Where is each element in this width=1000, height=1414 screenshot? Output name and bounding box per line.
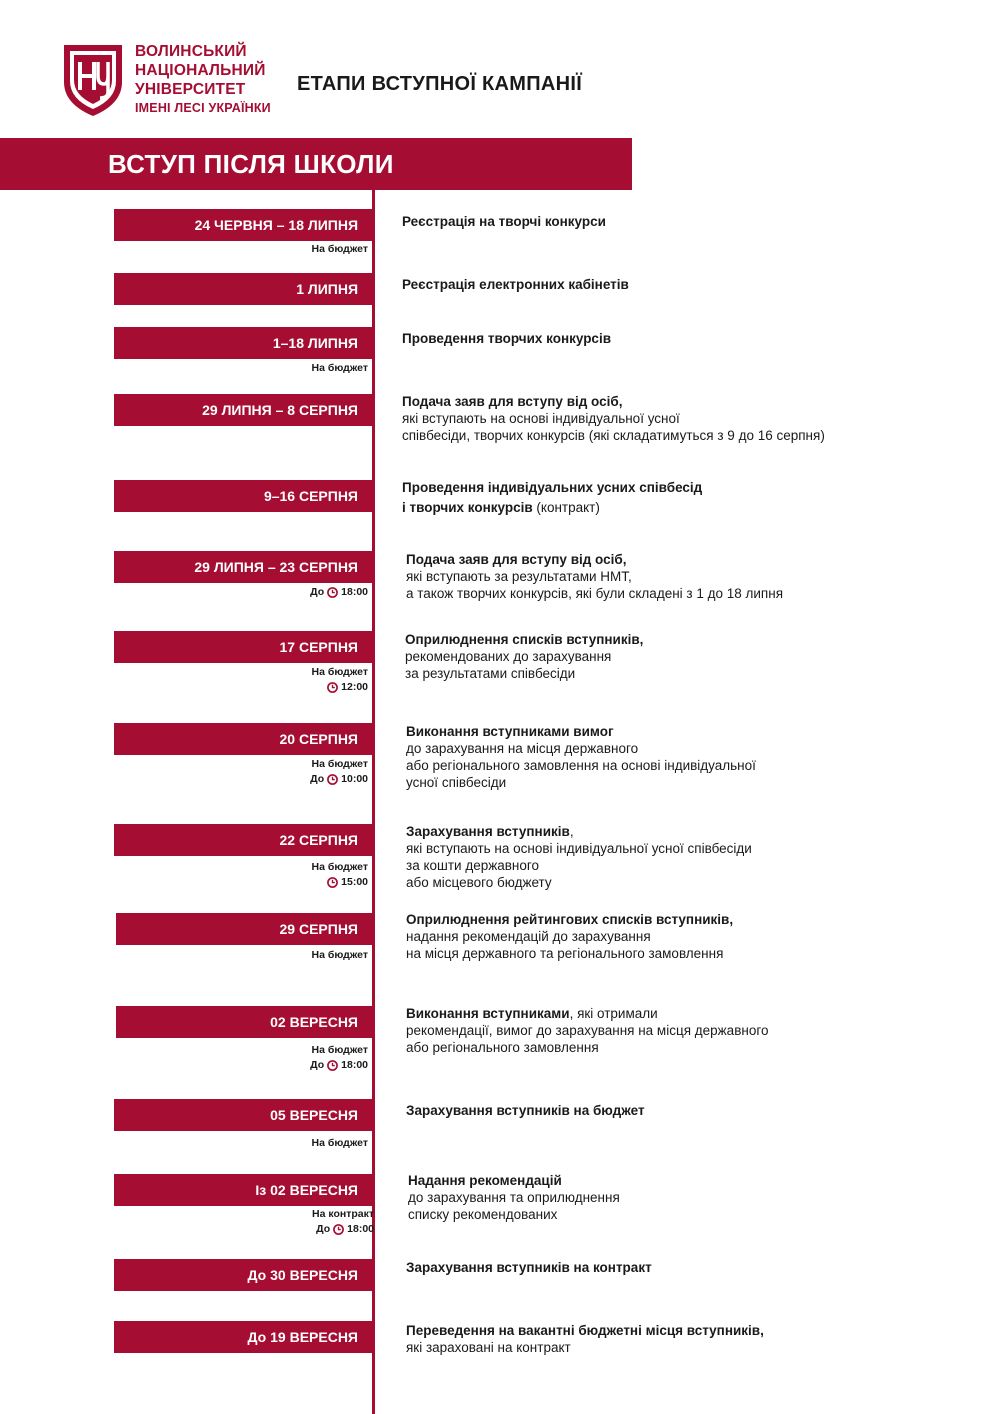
stage-title: Подача заяв для вступу від осіб,	[406, 552, 627, 567]
stage-detail: усної співбесіди	[406, 775, 507, 790]
stage-description	[406, 551, 996, 602]
deadline-time: 18:00	[341, 1059, 368, 1071]
page-title: ЕТАПИ ВСТУПНОЇ КАМПАНІЇ	[297, 73, 583, 95]
stage-date: 05 ВЕРЕСНЯ	[114, 1099, 372, 1131]
budget-note: На бюджет	[311, 758, 368, 770]
clock-icon	[333, 1224, 344, 1235]
budget-note: На бюджет	[311, 362, 368, 374]
stage-description	[405, 631, 995, 682]
clock-icon	[327, 774, 338, 785]
stage-title: Виконання вступниками	[406, 1006, 570, 1021]
stage-description	[406, 723, 996, 791]
stage-detail: рекомендації, вимог до зарахування на місця державного	[406, 1023, 769, 1038]
stage-detail: ,	[569, 824, 574, 839]
budget-note: На бюджет	[311, 666, 368, 678]
stage-detail: або місцевого бюджету	[406, 875, 552, 890]
stage-title: Зарахування вступників на контракт	[406, 1260, 652, 1275]
stage-title: Подача заяв для вступу від осіб,	[402, 394, 623, 409]
stage-description	[406, 823, 996, 891]
stage-detail: на місця державного та регіонального замовлення	[406, 946, 724, 961]
stage-title: Реєстрація електронних кабінетів	[402, 277, 629, 292]
clock-icon	[327, 877, 338, 888]
stage-date: 9–16 СЕРПНЯ	[114, 480, 372, 512]
stage-detail: до зарахування та оприлюднення	[408, 1190, 620, 1205]
stage-date: 29 СЕРПНЯ	[116, 913, 372, 945]
deadline-time: 18:00	[341, 586, 368, 598]
stage-detail: списку рекомендованих	[408, 1207, 558, 1222]
stage-date: До 30 ВЕРЕСНЯ	[114, 1259, 372, 1291]
stage-description	[408, 1172, 998, 1223]
stage-description	[406, 1005, 996, 1056]
stage-description	[406, 1102, 996, 1119]
stage-detail: рекомендованих до зарахування	[405, 649, 612, 664]
stage-note	[310, 585, 368, 600]
stage-date: 1–18 ЛИПНЯ	[114, 327, 372, 359]
budget-note: На бюджет	[311, 243, 368, 255]
stage-detail: а також творчих конкурсів, які були складені з 1 до 18 липня	[406, 586, 784, 601]
stage-date: 20 СЕРПНЯ	[114, 723, 372, 755]
stage-title: Проведення індивідуальних усних співбесід	[402, 480, 703, 495]
stage-title: Проведення творчих конкурсів	[402, 331, 611, 346]
stage-note	[312, 242, 368, 257]
stage-note	[310, 757, 368, 787]
deadline-prefix: До	[310, 1059, 325, 1071]
stage-description	[406, 911, 996, 962]
budget-note: На бюджет	[311, 949, 368, 961]
stage-note	[312, 1207, 374, 1237]
stage-note	[312, 1136, 368, 1151]
stage-title: Реєстрація на творчі конкурси	[402, 214, 606, 229]
university-name-line: ВОЛИНСЬКИЙ	[135, 43, 247, 60]
stage-detail: , які отримали	[569, 1006, 658, 1021]
stage-description	[406, 1322, 996, 1356]
stage-note	[310, 1043, 368, 1073]
stage-title: Зарахування вступників на бюджет	[406, 1103, 645, 1118]
stage-date: 1 ЛИПНЯ	[114, 273, 372, 305]
stage-date: 29 ЛИПНЯ – 8 СЕРПНЯ	[114, 394, 372, 426]
university-logo	[60, 42, 126, 118]
stage-detail: які вступають на основі індивідуальної усної	[402, 411, 680, 426]
stage-description	[402, 213, 992, 230]
stage-detail: які вступають на основі індивідуальної усної співбесіди	[406, 841, 752, 856]
stage-description	[402, 393, 992, 444]
stage-date: 24 ЧЕРВНЯ – 18 ЛИПНЯ	[114, 209, 372, 241]
university-name-line: НАЦІОНАЛЬНИЙ	[135, 62, 266, 79]
budget-note: На бюджет	[311, 861, 368, 873]
stage-description	[402, 276, 992, 293]
section-title: ВСТУП ПІСЛЯ ШКОЛИ	[108, 149, 394, 179]
stage-description	[406, 1259, 996, 1276]
stage-title: Виконання вступниками вимог	[406, 724, 614, 739]
clock-icon	[327, 1060, 338, 1071]
stage-title: Зарахування вступників	[406, 824, 570, 839]
stage-title: Надання рекомендацій	[408, 1173, 562, 1188]
deadline-prefix: До	[310, 773, 325, 785]
clock-icon	[327, 587, 338, 598]
stage-detail: які зараховані на контракт	[406, 1340, 571, 1355]
stage-title: і творчих конкурсів	[402, 500, 533, 515]
deadline-time: 18:00	[347, 1223, 374, 1235]
stage-note	[312, 361, 368, 376]
university-name-line: ІМЕНІ ЛЕСІ УКРАЇНКИ	[135, 101, 271, 115]
budget-note: На контракт	[311, 1208, 374, 1220]
stage-detail: до зарахування на місця державного	[406, 741, 639, 756]
deadline-prefix: До	[310, 586, 325, 598]
section-banner	[0, 138, 632, 190]
stage-description	[402, 330, 992, 347]
stage-detail: або регіонального замовлення	[406, 1040, 599, 1055]
deadline-time: 12:00	[341, 681, 368, 693]
stage-detail: надання рекомендацій до зарахування	[406, 929, 651, 944]
clock-icon	[327, 682, 338, 693]
stage-detail: (контракт)	[532, 500, 600, 515]
university-name	[135, 42, 271, 118]
stage-title: Переведення на вакантні бюджетні місця вступників,	[406, 1323, 764, 1338]
stage-detail: за кошти державного	[406, 858, 540, 873]
stage-detail: або регіонального замовлення на основі індивідуальної	[406, 758, 756, 773]
stage-detail: за результатами співбесіди	[405, 666, 576, 681]
stage-detail: які вступають за результатами НМТ,	[406, 569, 632, 584]
stage-date: 22 СЕРПНЯ	[114, 824, 372, 856]
deadline-prefix: До	[316, 1223, 331, 1235]
stage-note	[312, 948, 368, 963]
stage-description	[402, 479, 992, 516]
stage-detail: співбесіди, творчих конкурсів (які складатимуться з 9 до 16 серпня)	[402, 428, 825, 443]
stage-date: 02 ВЕРЕСНЯ	[116, 1006, 372, 1038]
stage-note	[312, 665, 368, 695]
budget-note: На бюджет	[311, 1137, 368, 1149]
stage-date: Із 02 ВЕРЕСНЯ	[114, 1174, 372, 1206]
deadline-time: 10:00	[341, 773, 368, 785]
deadline-time: 15:00	[341, 876, 368, 888]
stage-title: Оприлюднення рейтингових списків вступників,	[406, 912, 734, 927]
stage-date: 17 СЕРПНЯ	[114, 631, 372, 663]
stage-date: 29 ЛИПНЯ – 23 СЕРПНЯ	[114, 551, 372, 583]
stage-title: Оприлюднення списків вступників,	[405, 632, 644, 647]
stage-note	[312, 860, 368, 890]
university-name-line: УНІВЕРСИТЕТ	[135, 81, 246, 98]
budget-note: На бюджет	[311, 1044, 368, 1056]
stage-date: До 19 ВЕРЕСНЯ	[114, 1321, 372, 1353]
